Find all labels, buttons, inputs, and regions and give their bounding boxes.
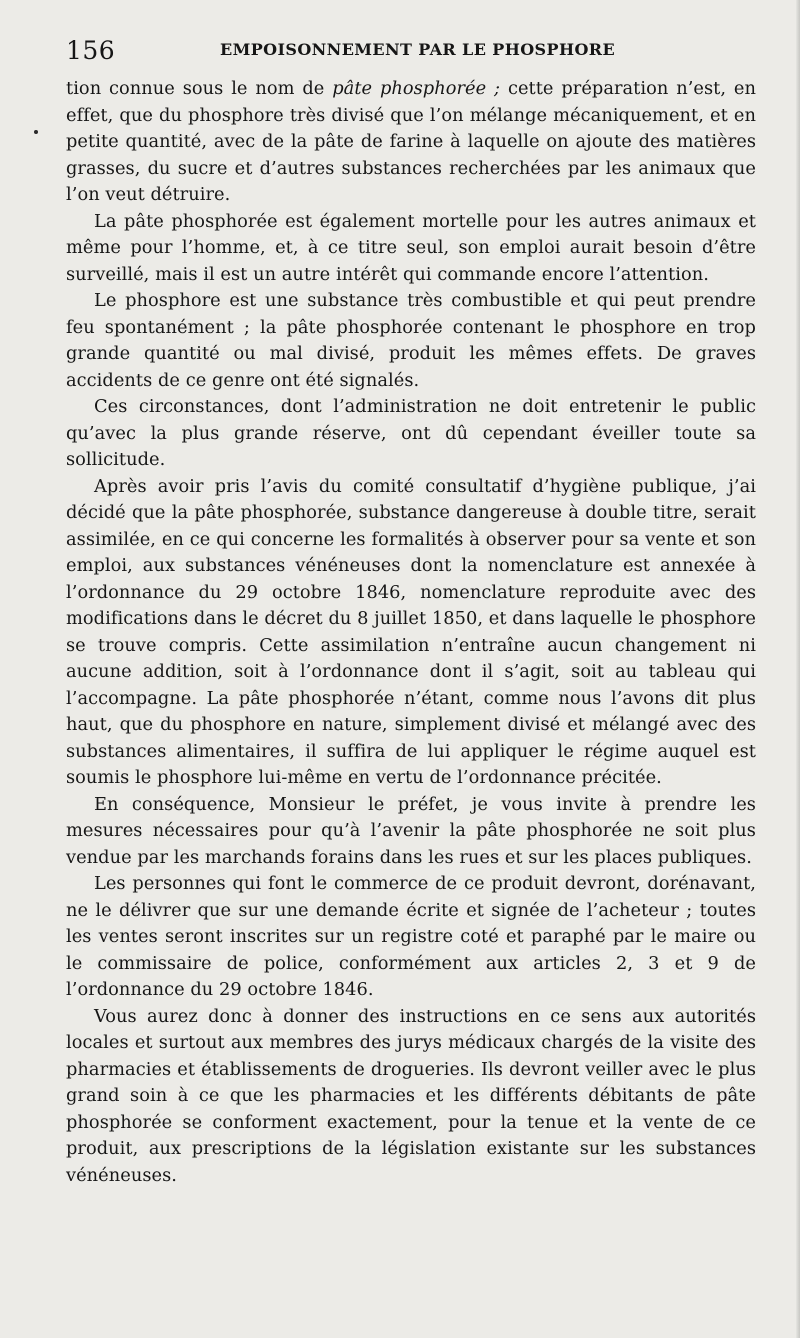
running-head	[66, 30, 756, 64]
page-number: 156	[66, 36, 116, 65]
running-title: EMPOISONNEMENT PAR LE PHOSPHORE	[220, 40, 616, 59]
page-edge-shadow	[796, 0, 800, 1338]
paragraph: En conséquence, Monsieur le préfet, je vous invite à prendre les mesures nécessaires pour qu’à l’avenir la pâte phosphorée ne soit plus vendue par les marchands forains dans les rues et sur les places publiques.	[66, 793, 756, 868]
paragraph: Ces circonstances, dont l’administration ne doit entretenir le public qu’avec la plus grande réserve, ont dû cependant éveiller toute sa sollicitude.	[66, 396, 756, 470]
italic-term: pâte phosphorée ;	[332, 78, 501, 99]
paragraph: Les personnes qui font le commerce de ce produit devront, dorénavant, ne le délivrer que sur une demande écrite et signée de l’acheteur ; toutes les ventes seront inscrites sur un registre coté et paraphé par le maire ou le commissaire de police, conformément aux articles 2, 3 et 9 de l’ordonnance du 29 octobre 1846.	[66, 873, 756, 1000]
paragraph: Vous aurez donc à donner des instructions en ce sens aux autorités locales et surtout aux membres des jurys médicaux chargés de la visite des pharmacies et établissements de drogueries. Ils devront veiller avec le plus grand soin à ce que les pharmacies et les différents débitants de pâte phosphorée se conforment exactement, pour la tenue et la vente de ce produit, aux prescriptions de la législation existante sur les substances vénéneuses.	[66, 1005, 756, 1186]
paragraph: Après avoir pris l’avis du comité consultatif d’hygiène publique, j’ai décidé que la pâte phosphorée, substance dangereuse à double titre, serait assimilée, en ce qui concerne les formalités à observer pour sa vente et son emploi, aux substances vénéneuses dont la nomenclature est annexée à l’ordonnance du 29 octobre 1846, nomenclature reproduite avec des modifications dans le décret du 8 juillet 1850, et dans laquelle le phosphore se trouve compris. Cette assimilation n’entraîne aucun changement ni aucune addition, soit à l’ordonnance dont il s’agit, soit au tableau qui l’accompagne. La pâte phosphorée n’étant, comme nous l’avons dit plus haut, que du phosphore en nature, simplement divisé et mélangé avec des substances alimentaires, il suffira de lui appliquer le régime auquel est soumis le phosphore lui-même en vertu de l’ordonnance précitée.	[66, 475, 757, 788]
paragraph: La pâte phosphorée est également mortelle pour les autres animaux et même pour l’homme, et, à ce titre seul, son emploi aurait besoin d’être surveillé, mais il est un autre intérêt qui commande encore l’attention.	[66, 210, 756, 285]
print-speck	[34, 130, 38, 134]
body-text	[66, 76, 756, 1189]
paragraph: Le phosphore est une substance très combustible et qui peut prendre feu spontanément ; la pâte phosphorée contenant le phosphore en trop grande quantité ou mal divisé, produit les mêmes effets. De graves accidents de ce genre ont été signalés.	[66, 290, 756, 391]
paragraph-continuation	[66, 76, 756, 209]
paragraph-text-end: cette préparation n’est, en effet, que du phosphore très divisé que l’on mélange mécaniquement, et en petite quantité, avec de la pâte de farine à laquelle on ajoute des matières grasses, du sucre et d’autres substances recherchées par les animaux que l’on veut détruire.	[66, 78, 756, 205]
paragraph-text-start: tion connue sous le nom de	[66, 78, 333, 99]
